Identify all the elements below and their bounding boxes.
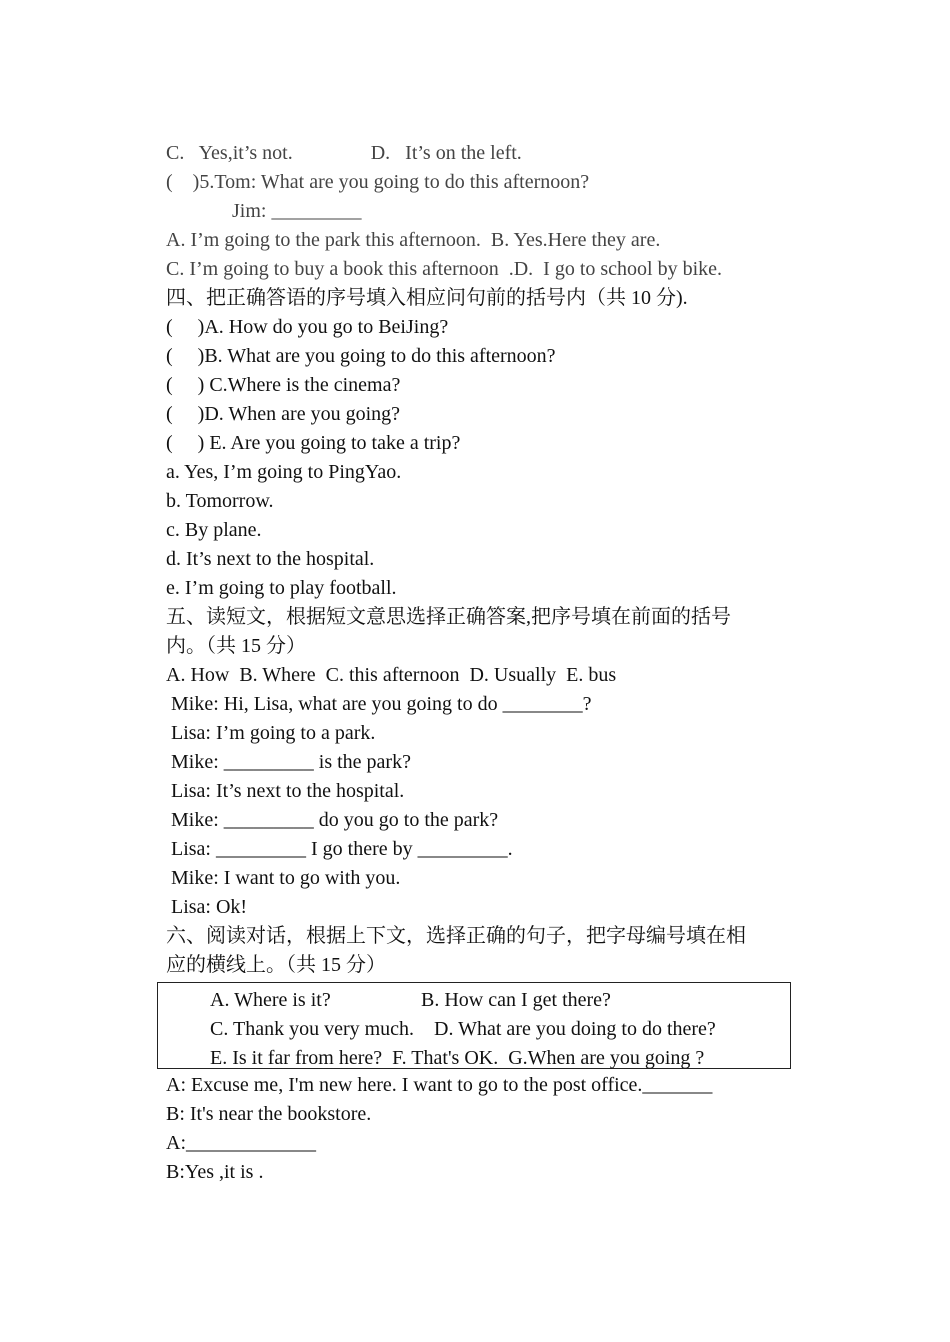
worksheet-page — [166, 139, 806, 1187]
section4-question: ( )A. How do you go to BeiJing? — [166, 316, 449, 338]
section6-dialogue-line: A: Excuse me, I'm new here. I want to go to the post office._______ — [166, 1074, 713, 1096]
section4-heading: 四、把正确答语的序号填入相应问句前的括号内（共 10 分). — [166, 287, 688, 309]
q4-options-cd — [166, 139, 806, 168]
section4-answer: d. It’s next to the hospital. — [166, 548, 375, 570]
section6-dialogue-line: A:_____________ — [166, 1132, 316, 1154]
section4-question: ( ) C.Where is the cinema? — [166, 374, 401, 396]
q4-option-d: D. It’s on the left. — [370, 142, 522, 164]
section5-dialogue-line: Lisa: Ok! — [166, 896, 248, 918]
section5-dialogue-line: Mike: _________ do you go to the park? — [166, 809, 499, 831]
section5-dialogue-line: Mike: I want to go with you. — [166, 867, 401, 889]
section6-heading: 六、阅读对话，根据上下文，选择正确的句子，把字母编号填在相 — [166, 925, 746, 947]
section5-dialogue-line: Lisa: It’s next to the hospital. — [166, 780, 405, 802]
q5-options-cd: C. I’m going to buy a book this afternoon .D. I go to school by bike. — [166, 258, 723, 280]
section5-heading-cont: 内。（共 15 分） — [166, 635, 306, 657]
section4-answer: b. Tomorrow. — [166, 490, 274, 512]
section4-answer: c. By plane. — [166, 519, 262, 541]
section4-question: ( )D. When are you going? — [166, 403, 401, 425]
section6-dialogue-line: B:Yes ,it is . — [166, 1161, 264, 1183]
option-a: A. Where is it? — [210, 989, 331, 1011]
section5-dialogue-line: Lisa: I’m going to a park. — [166, 722, 376, 744]
option-b: B. How can I get there? — [421, 989, 611, 1011]
q4-option-c: C. Yes,it’s not. — [166, 142, 293, 164]
section4-question: ( ) E. Are you going to take a trip? — [166, 432, 461, 454]
options-box-row — [158, 986, 790, 1015]
q5-jim-line: Jim: _________ — [232, 200, 362, 222]
section5-heading: 五、读短文，根据短文意思选择正确答案,把序号填在前面的括号 — [166, 606, 731, 628]
section5-options: A. How B. Where C. this afternoon D. Usually E. bus — [166, 664, 617, 686]
section6-heading-cont: 应的横线上。（共 15 分） — [166, 954, 386, 976]
section5-dialogue-line: Mike: Hi, Lisa, what are you going to do ________? — [166, 693, 592, 715]
options-box-row: C. Thank you very much. D. What are you doing to do there? — [210, 1018, 716, 1040]
section6-options-box — [157, 982, 791, 1069]
options-box-row: E. Is it far from here? F. That's OK. G.When are you going ? — [210, 1047, 705, 1069]
section6-dialogue-line: B: It's near the bookstore. — [166, 1103, 372, 1125]
section5-dialogue-line: Mike: _________ is the park? — [166, 751, 411, 773]
q5-prompt: ( )5.Tom: What are you going to do this afternoon? — [166, 171, 590, 193]
section5-dialogue-line: Lisa: _________ I go there by _________. — [166, 838, 513, 860]
q5-options-ab: A. I’m going to the park this afternoon. B. Yes.Here they are. — [166, 229, 661, 251]
section4-question: ( )B. What are you going to do this afternoon? — [166, 345, 556, 367]
section4-answer: e. I’m going to play football. — [166, 577, 397, 599]
section4-answer: a. Yes, I’m going to PingYao. — [166, 461, 402, 483]
